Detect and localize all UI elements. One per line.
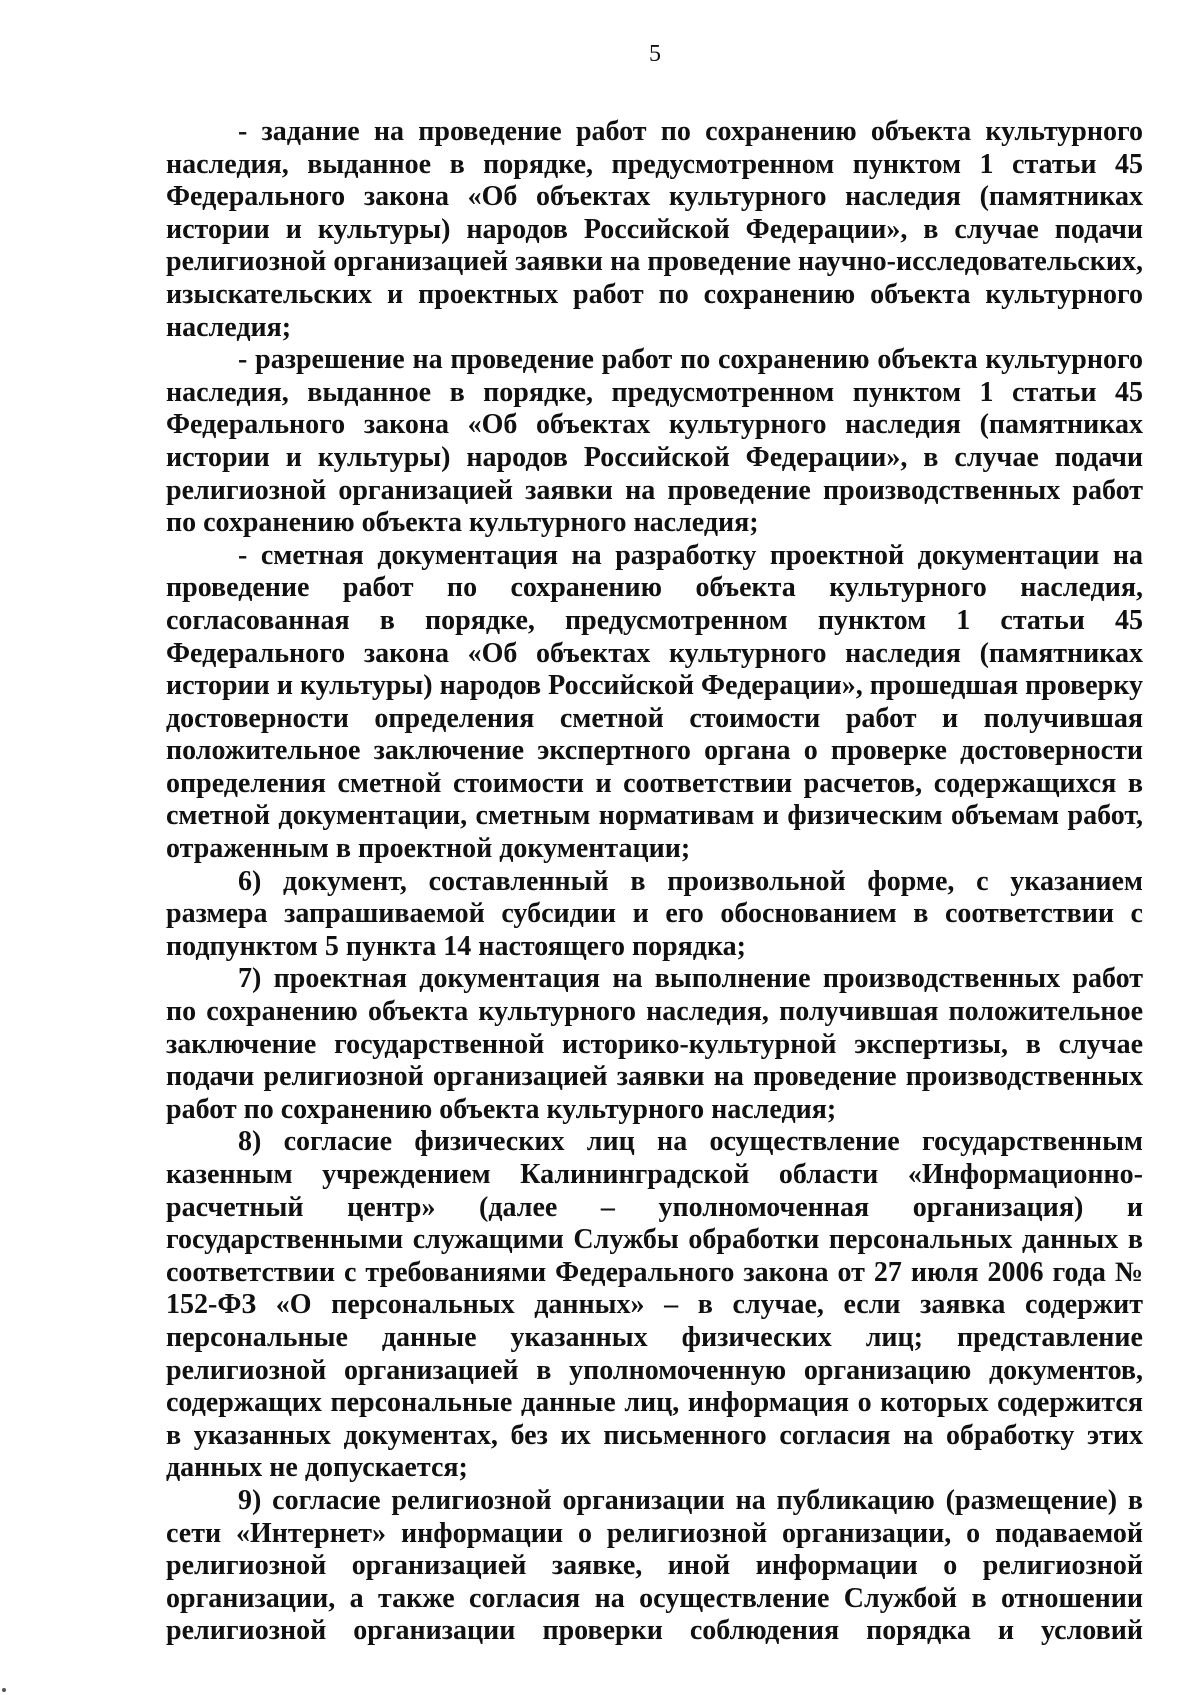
paragraph-task-assignment: - задание на проведение работ по сохранению объекта культурного наследия, выданное в порядке, предусмотренном пунктом 1 статьи 45 Федерального закона «Об объектах культурного наследия (памятниках истории и культуры) народов Российской Федерации», в случае подачи религиозной организацией заявки на проведение научно-исследовательских, изыскательских и проектных работ по сохранению объекта культурного наследия; [166, 116, 1143, 343]
paragraph-estimate-documentation: - сметная документация на разработку проектной документации на проведение работ по сохранению объекта культурного наследия, согласованная в порядке, предусмотренном пунктом 1 статьи 45 Федерального закона «Об объектах культурного наследия (памятниках истории и культуры) народов Российской Федерации», прошедшая проверку достоверности определения сметной стоимости работ и получившая положительное заключение экспертного органа о проверке достоверности определения сметной стоимости и соответствии расчетов, содержащихся в сметной документации, сметным нормативам и физическим объемам работ, отраженным в проектной документации; [166, 539, 1143, 865]
paragraph-item-8: 8) согласие физических лиц на осуществление государственным казенным учреждением Калининградской области «Информационно-расчетный центр» (далее – уполномоченная организация) и государственными служащими Службы обработки персональных данных в соответствии с требованиями Федерального закона от 27 июля 2006 года № 152-ФЗ «О персональных данных» – в случае, если заявка содержит персональные данные указанных физических лиц; представление религиозной организацией в уполномоченную организацию документов, содержащих персональные данные лиц, информация о которых содержится в указанных документах, без их письменного согласия на обработку этих данных не допускается; [166, 1126, 1143, 1484]
document-body [166, 116, 1143, 1648]
paragraph-item-6: 6) документ, составленный в произвольной форме, с указанием размера запрашиваемой субсидии и его обоснованием в соответствии с подпунктом 5 пункта 14 настоящего порядка; [166, 865, 1143, 962]
paragraph-item-7: 7) проектная документация на выполнение производственных работ по сохранению объекта культурного наследия, получившая положительное заключение государственной историко-культурной экспертизы, в случае подачи религиозной организацией заявки на проведение производственных работ по сохранению объекта культурного наследия; [166, 963, 1143, 1125]
paragraph-work-permit: - разрешение на проведение работ по сохранению объекта культурного наследия, выданное в порядке, предусмотренном пунктом 1 статьи 45 Федерального закона «Об объектах культурного наследия (памятниках истории и культуры) народов Российской Федерации», в случае подачи религиозной организацией заявки на проведение производственных работ по сохранению объекта культурного наследия; [166, 344, 1143, 539]
scan-speck [2, 1688, 6, 1692]
paragraph-item-9: 9) согласие религиозной организации на публикацию (размещение) в сети «Интернет» информации о религиозной организации, о подаваемой религиозной организацией заявке, иной информации о религиозной организации, а также согласия на осуществление Службой в отношении религиозной организации проверки соблюдения порядка и условий [166, 1484, 1143, 1647]
page-number: 5 [649, 41, 661, 67]
